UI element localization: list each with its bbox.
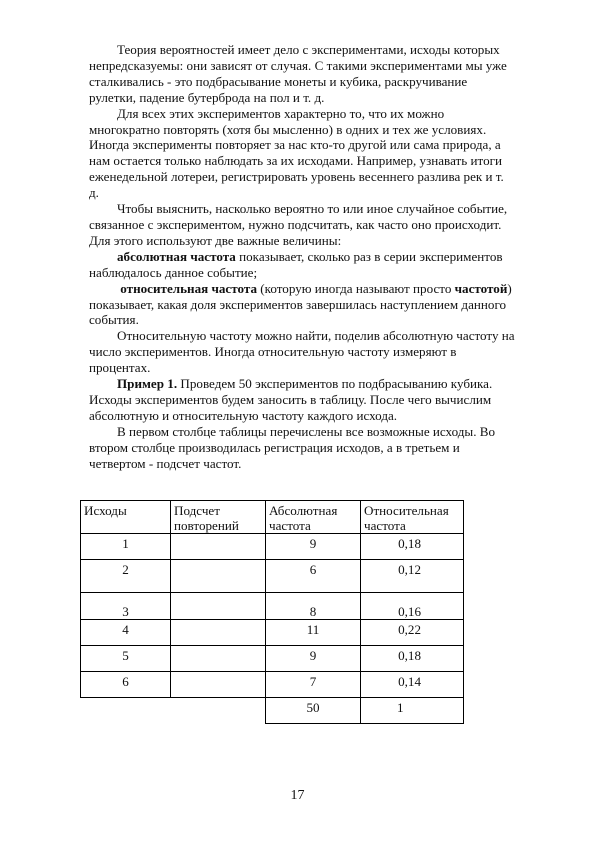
outcome-cell: 2 <box>81 560 171 593</box>
absolute-cell: 6 <box>266 560 361 593</box>
tally-cell <box>171 593 266 620</box>
example-text: Проведем 50 экспериментов по подбрасыванию кубика. Исходы экспериментов будем заносить в таблицу. После чего вычислим абсолютную и относительную частоту каждого исхода. <box>89 376 493 423</box>
outcome-cell: 5 <box>81 646 171 672</box>
frequency-table <box>80 500 464 724</box>
header-tally: Подсчет повторений <box>171 501 266 534</box>
table-row <box>81 560 464 593</box>
relative-cell: 0,14 <box>361 672 464 698</box>
paragraph-absolute-frequency <box>89 249 515 281</box>
absolute-frequency-definition: показывает, сколько раз в серии экспериментов наблюдалось данное событие; <box>89 248 503 280</box>
relative-cell: 0,16 <box>361 593 464 620</box>
paragraph-intro: Теория вероятностей имеет дело с экспериментами, исходы которых непредсказуемы: они зависят от случая. С такими экспериментами мы уже сталкивались - это подбрасывание монеты и кубика, раскручивание рулетки, падение бутерброда на пол и т. д. <box>89 42 507 105</box>
absolute-cell: 8 <box>266 593 361 620</box>
paragraph-table-description: В первом столбце таблицы перечислены все возможные исходы. Во втором столбце производилась регистрация исходов, а в третьем и четвертом - подсчет частот. <box>89 423 496 471</box>
tally-cell <box>171 672 266 698</box>
header-absolute-frequency: Абсолютная частота <box>266 501 361 534</box>
absolute-cell: 11 <box>266 620 361 646</box>
paragraph-quantities: Чтобы выяснить, насколько вероятно то или иное случайное событие, связанное с экспериментом, нужно подсчитать, как часто оно происходит. Для этого используют две важные величины: <box>89 201 508 248</box>
header-outcomes: Исходы <box>81 501 171 534</box>
table-header-row <box>81 501 464 534</box>
table-row <box>81 534 464 560</box>
outcome-cell: 3 <box>81 593 171 620</box>
outcome-cell: 6 <box>81 672 171 698</box>
absolute-cell: 7 <box>266 672 361 698</box>
example-label: Пример 1. <box>117 376 178 392</box>
paragraph-computing-frequency: Относительную частоту можно найти, поделив абсолютную частоту на число экспериментов. Иногда относительную частоту измеряют в процентах. <box>89 328 515 376</box>
paragraph-repeatability: Для всех этих экспериментов характерно то, что их можно многократно повторять (хотя бы мысленно) в одних и тех же условиях. Иногда эксперименты повторяет за нас кто-то другой или сама природа, а нам остается только наблюдать за их исходами. Например, узнавать итоги еженедельной лотереи, регистрировать уровень весеннего разлива рек и т. д. <box>89 105 504 201</box>
tally-cell <box>171 534 266 560</box>
tally-cell <box>171 646 266 672</box>
term-absolute-frequency: абсолютная частота <box>117 248 236 264</box>
absolute-cell: 9 <box>266 534 361 560</box>
relative-cell: 0,18 <box>361 646 464 672</box>
total-blank-cell <box>171 698 266 724</box>
relative-frequency-aside: (которую иногда называют просто <box>257 280 455 296</box>
term-relative-frequency: относительная частота <box>120 280 258 296</box>
term-frequency: частотой <box>454 280 508 296</box>
body-text <box>89 42 515 471</box>
table-row <box>81 593 464 620</box>
paragraph-relative-frequency <box>89 281 515 329</box>
absolute-cell: 9 <box>266 646 361 672</box>
page-number: 17 <box>290 788 305 803</box>
outcome-cell: 4 <box>81 620 171 646</box>
relative-cell: 0,18 <box>361 534 464 560</box>
table-total-row <box>81 698 464 724</box>
table-row <box>81 672 464 698</box>
total-blank-cell <box>81 698 171 724</box>
tally-cell <box>171 560 266 593</box>
table-row <box>81 620 464 646</box>
header-relative-frequency: Относительная частота <box>361 501 464 534</box>
total-absolute-cell: 50 <box>266 698 361 724</box>
paragraph-example <box>89 376 515 424</box>
tally-cell <box>171 620 266 646</box>
relative-cell: 0,12 <box>361 560 464 593</box>
outcome-cell: 1 <box>81 534 171 560</box>
total-relative-cell: 1 <box>361 698 464 724</box>
table-row <box>81 646 464 672</box>
relative-frequency-definition: ) показывает, какая доля экспериментов завершилась наступлением данного события. <box>89 280 512 328</box>
relative-cell: 0,22 <box>361 620 464 646</box>
